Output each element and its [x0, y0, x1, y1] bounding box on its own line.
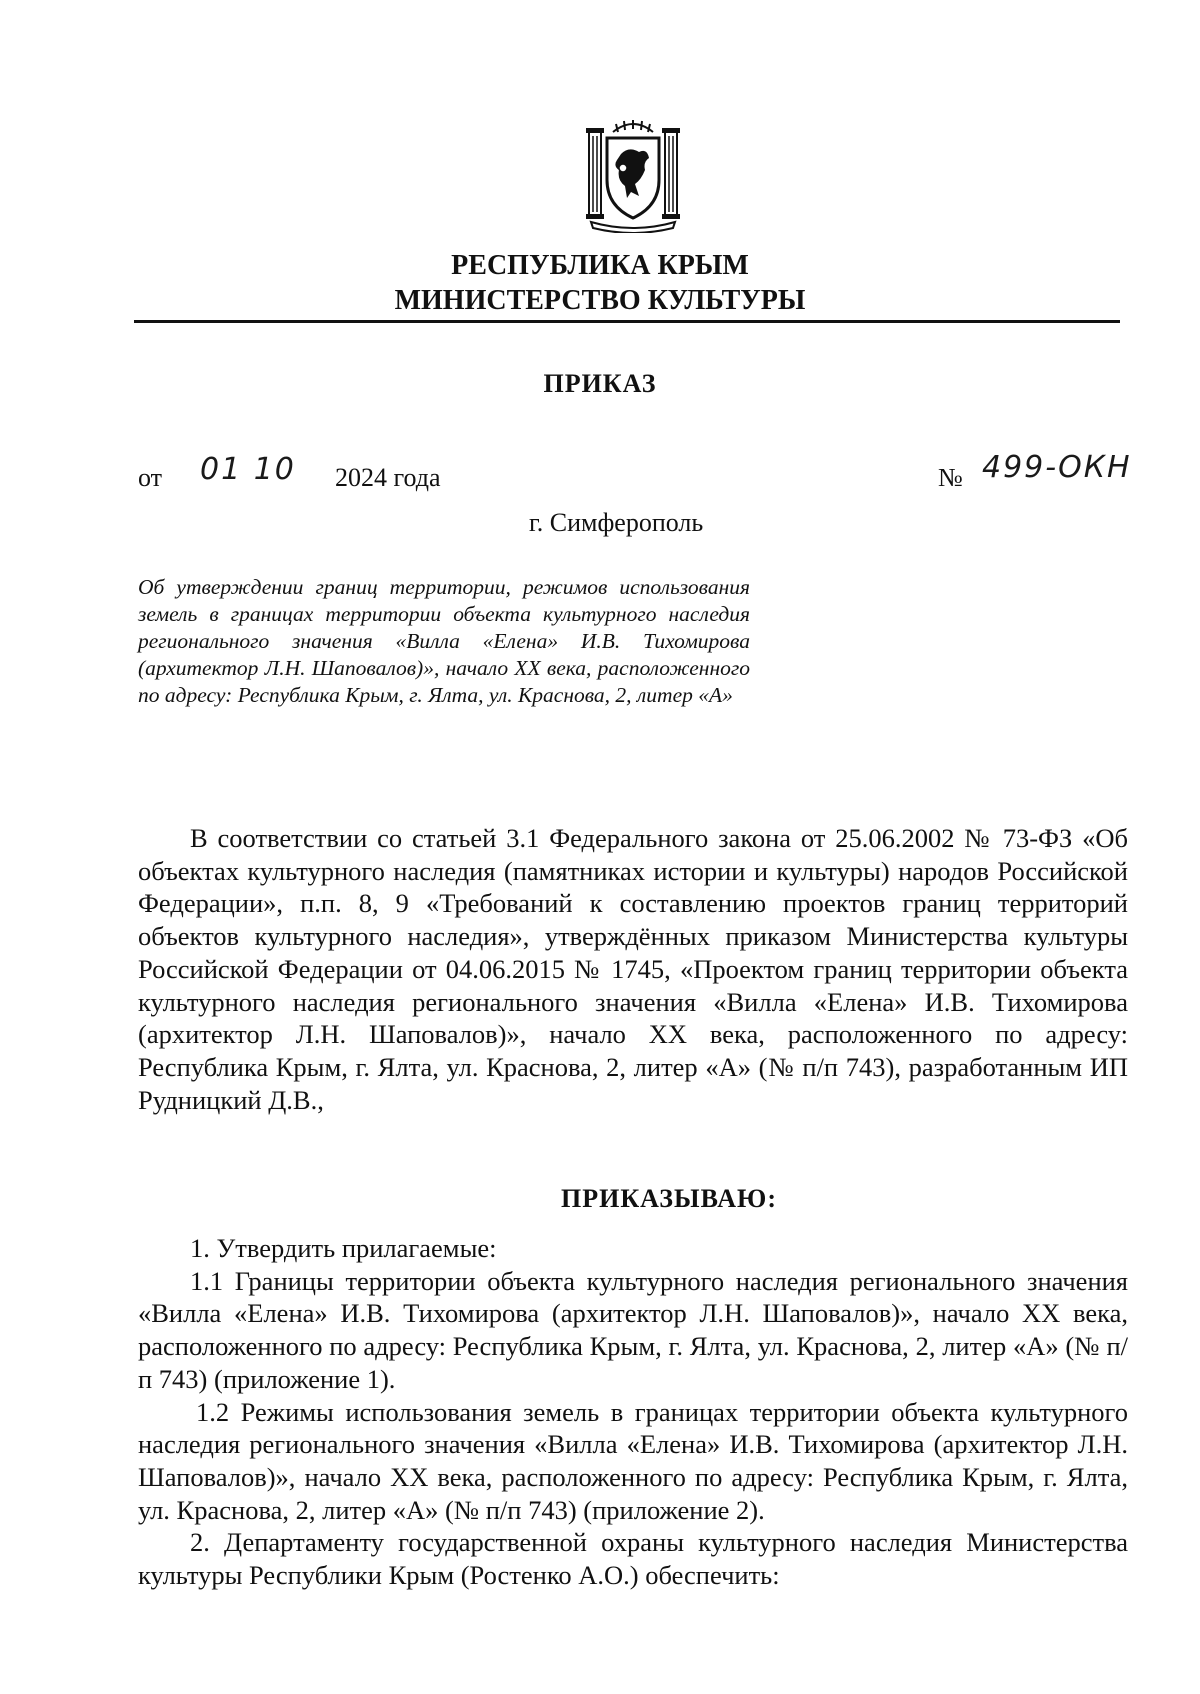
- document-type-title: ПРИКАЗ: [543, 369, 657, 398]
- header-republic: РЕСПУБЛИКА КРЫМ: [451, 250, 749, 281]
- order-heading: ПРИКАЗЫВАЮ:: [561, 1184, 777, 1213]
- number-handwritten: 499-ОКН: [982, 450, 1132, 485]
- header-divider: [134, 320, 1120, 323]
- item-1: 1. Утвердить прилагаемые:: [190, 1233, 497, 1263]
- header-ministry: МИНИСТЕРСТВО КУЛЬТУРЫ: [394, 285, 806, 316]
- item-2: 2. Департаменту государственной охраны культурного наследия Министерства культуры Республики Крым (Ростенко А.О.) обеспечить:: [138, 1527, 1128, 1591]
- date-handwritten: 01 10: [200, 452, 296, 487]
- subject-block: Об утверждении границ территории, режимов использования земель в границах территории объекта культурного наследия регионального значения «Вилла «Елена» И.В. Тихомирова (архитектор Л.Н. Шаповалов)», начало XX века, расположенного по адресу: Республика Крым, г. Ялта, ул. Краснова, 2, литер «А»: [138, 575, 750, 707]
- date-year: 2024 года: [335, 463, 441, 492]
- preamble: [138, 822, 1128, 1116]
- item-1-2: 1.2 Режимы использования земель в границах территории объекта культурного наследия регионального значения «Вилла «Елена» И.В. Тихомирова (архитектор Л.Н. Шаповалов)», начало XX века, расположенного по адресу: Республика Крым, г. Ялта, ул. Краснова, 2, литер «А» (№ п/п 743) (приложение 2).: [138, 1396, 1128, 1525]
- order-items: [138, 1232, 1128, 1592]
- city: г. Симферополь: [529, 508, 704, 537]
- preamble-paragraph: В соответствии со статьей 3.1 Федерального закона от 25.06.2002 № 73-ФЗ «Об объектах культурного наследия (памятниках истории и культуры) народов Российской Федерации», п.п. 8, 9 «Требований к составлению проектов границ территорий объектов культурного наследия», утверждённых приказом Министерства культуры Российской Федерации от 04.06.2015 № 1745, «Проектом границ территории объекта культурного наследия регионального значения «Вилла «Елена» И.В. Тихомирова (архитектор Л.Н. Шаповалов)», начало XX века, расположенного по адресу: Республика Крым, г. Ялта, ул. Краснова, 2, литер «А» (№ п/п 743), разработанным ИП Рудницкий Д.В.,: [138, 823, 1128, 1115]
- date-prefix: от: [138, 463, 163, 492]
- item-1-1: 1.1 Границы территории объекта культурного наследия регионального значения «Вилла «Елена» И.В. Тихомирова (архитектор Л.Н. Шаповалов)», начало XX века, расположенного по адресу: Республика Крым, г. Ялта, ул. Краснова, 2, литер «А» (№ п/п 743) (приложение 1).: [138, 1265, 1128, 1394]
- number-prefix: №: [938, 463, 963, 492]
- crimea-coat-of-arms-icon: [583, 118, 683, 233]
